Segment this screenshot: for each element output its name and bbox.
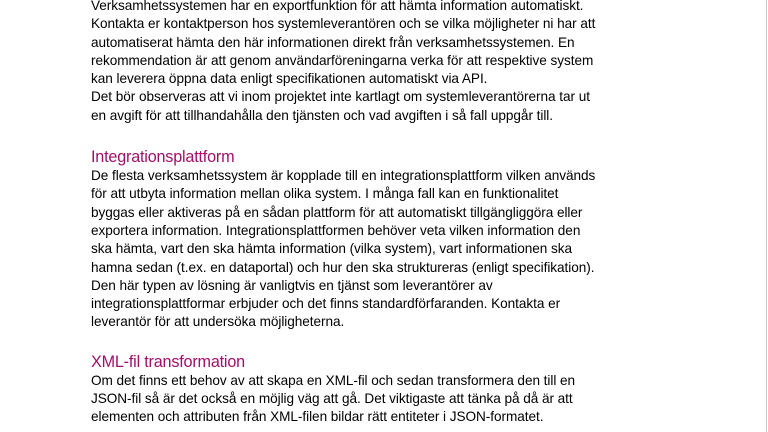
paragraph-line: en avgift för att tillhandahålla den tjänsten och vad avgiften i så fall uppgår till. <box>91 107 554 123</box>
paragraph-line: Den här typen av lösning är vanligtvis en tjänst som leverantörer av <box>91 277 493 293</box>
document-body <box>91 0 701 427</box>
paragraph-line: exportera information. Integrationsplattformen behöver veta vilken information den <box>91 222 581 238</box>
paragraph-line: integrationsplattformar erbjuder och det finns standardförfaranden. Kontakta er <box>91 296 561 312</box>
paragraph-line: JSON-fil så är det också en möjlig väg att gå. Det viktigaste att tänka på då är att <box>91 391 573 407</box>
paragraph-line: Det bör observeras att vi inom projektet inte kartlagt om systemleverantörerna tar ut <box>91 89 590 105</box>
section-heading: XML-fil transformation <box>91 352 245 371</box>
paragraph-line: byggas eller aktiveras på en sådan plattform för att automatiskt tillgängliggöra eller <box>91 204 583 220</box>
paragraph-line: kan leverera öppna data enligt specifikationen automatiskt via API. <box>91 71 488 87</box>
paragraph-line: rekommendation är att genom användarföreningarna verka för att respektive system <box>91 52 594 68</box>
paragraph-line: elementen och attributen från XML-filen bildar rätt entiteter i JSON-formatet. <box>91 409 544 425</box>
section-integrationsplattform <box>91 147 701 332</box>
section-xml-fil-transformation <box>91 352 701 427</box>
paragraph-line: leverantör för att undersöka möjligheterna. <box>91 314 345 330</box>
paragraph-line: Verksamhetssystemen har en exportfunktion för att hämta information automatiskt. <box>91 0 584 13</box>
paragraph-line: för att utbyta information mellan olika system. I många fall kan en funktionalitet <box>91 186 559 202</box>
paragraph-line: automatiserat hämta den här informationen direkt från verksamhetssystemen. En <box>91 34 575 50</box>
paragraph-line: Kontakta er kontaktperson hos systemleverantören och se vilka möjligheter ni har att <box>91 16 596 32</box>
paragraph-line: Om det finns ett behov av att skapa en XML-fil och sedan transformera den till en <box>91 372 576 388</box>
section-heading: Integrationsplattform <box>91 148 235 167</box>
paragraph-line: hamna sedan (t.ex. en dataportal) och hur den ska struktureras (enligt specifikation). <box>91 259 595 275</box>
paragraph-line: De flesta verksamhetssystem är kopplade till en integrationsplattform vilken används <box>91 168 596 184</box>
paragraph-line: ska hämta, vart den ska hämta information (vilka system), vart informationen ska <box>91 241 573 257</box>
intro-paragraph <box>91 0 701 125</box>
